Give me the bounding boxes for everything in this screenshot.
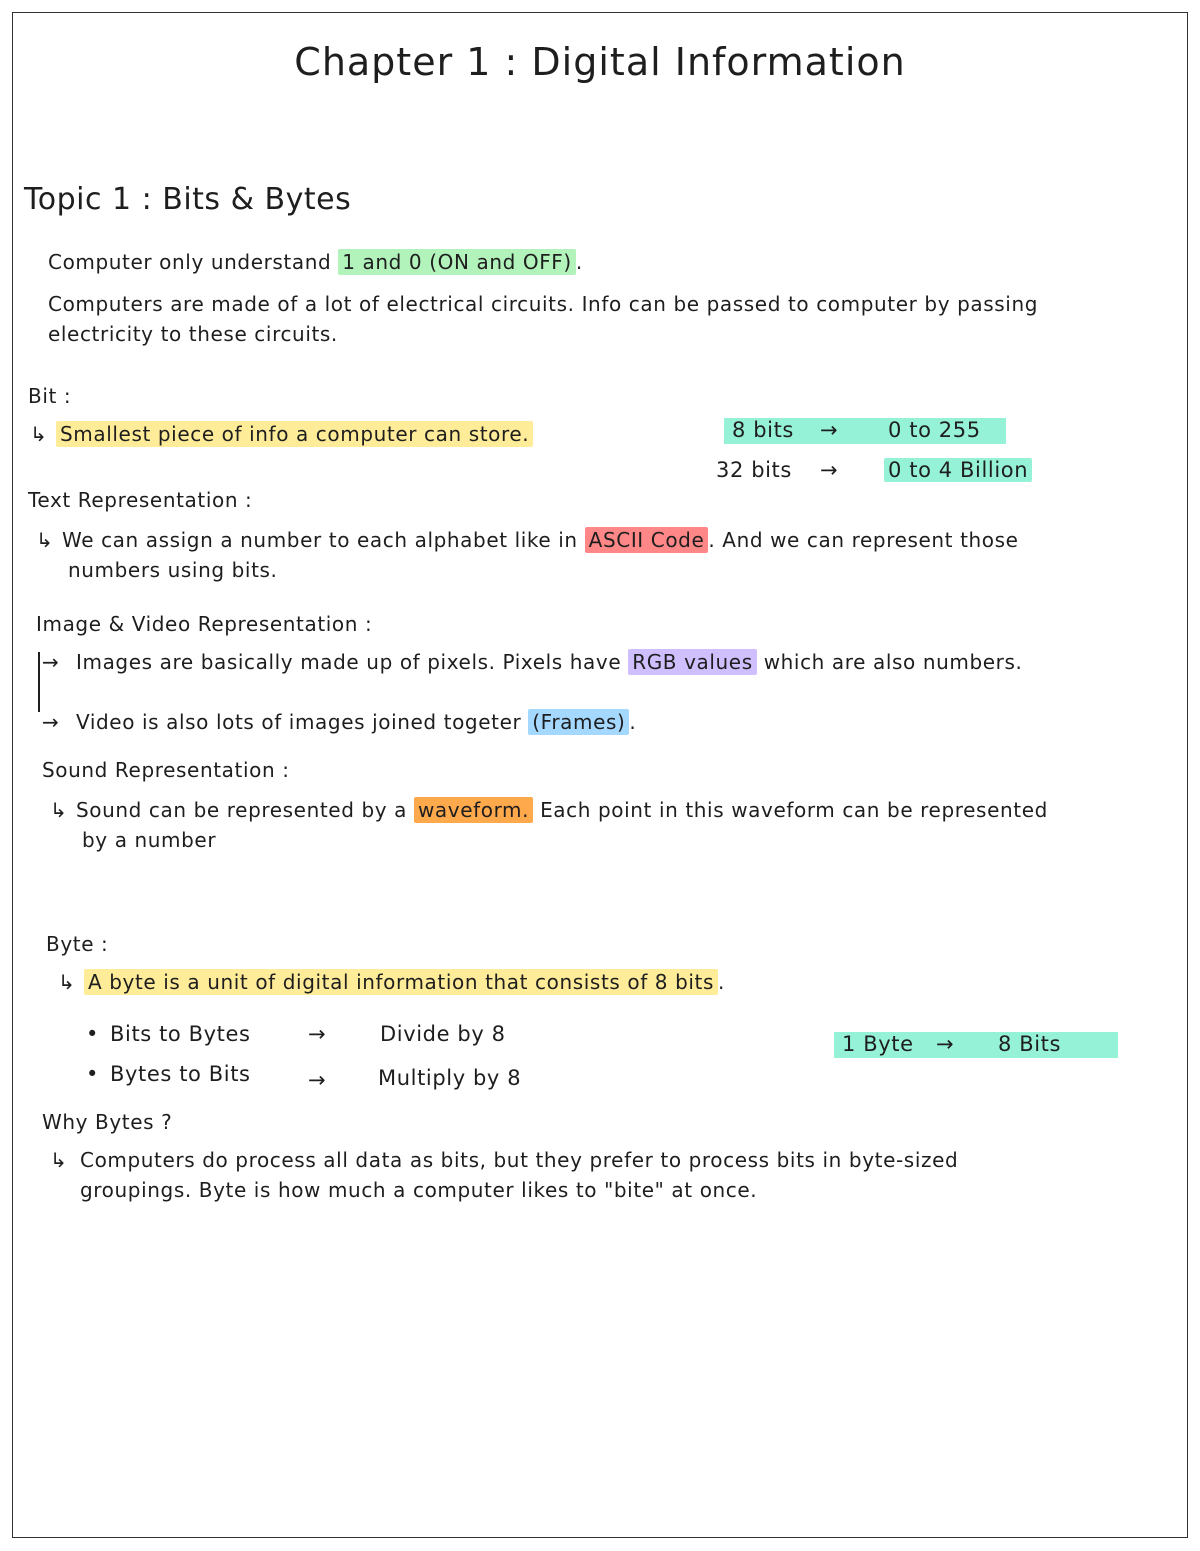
sound-rep-text-post: Each point in this waveform can be represented <box>533 798 1048 822</box>
text-rep-line-2: numbers using bits. <box>68 558 278 582</box>
intro-line-1 <box>48 250 583 274</box>
video-rep-period: . <box>629 710 637 734</box>
hook-arrow-icon: ↳ <box>50 798 68 822</box>
conversion-from: Bits to Bytes <box>110 1022 251 1046</box>
byte-definition-period: . <box>718 970 725 994</box>
hook-arrow-icon: ↳ <box>30 422 48 446</box>
bit-range-value: 0 to 4 Billion <box>884 458 1032 482</box>
intro-text: Computer only understand <box>48 250 339 274</box>
conversion-op: Divide by 8 <box>380 1022 506 1046</box>
highlight-rgb: RGB values <box>628 649 757 675</box>
page-title: Chapter 1 : Digital Information <box>294 40 906 84</box>
intro-line-2a: Computers are made of a lot of electrical circuits. Info can be passed to computer by passing <box>48 292 1039 316</box>
equiv-left: 1 Byte <box>842 1032 914 1056</box>
sound-rep-heading: Sound Representation : <box>42 758 290 782</box>
sound-rep-line-2: by a number <box>82 828 217 852</box>
highlight-ascii: ASCII Code <box>585 527 709 553</box>
bit-definition: Smallest piece of info a computer can store. <box>56 421 533 447</box>
why-bytes-line-2: groupings. Byte is how much a computer likes to "bite" at once. <box>80 1178 758 1202</box>
conversion-row <box>86 1062 566 1090</box>
image-rep-line-2 <box>42 710 636 734</box>
byte-heading: Byte : <box>46 932 109 956</box>
conversion-op: Multiply by 8 <box>378 1066 522 1090</box>
highlight-on-off: 1 and 0 (ON and OFF) <box>338 249 576 275</box>
intro-line-2b: electricity to these circuits. <box>48 322 338 346</box>
bit-definition-row <box>30 422 533 446</box>
text-rep-line-1 <box>36 528 1019 552</box>
image-rep-text: Images are basically made up of pixels. Pixels have <box>76 650 629 674</box>
sound-rep-line-1 <box>50 798 1048 822</box>
text-rep-text: We can assign a number to each alphabet like in <box>62 528 585 552</box>
equiv-right: 8 Bits <box>998 1032 1062 1056</box>
conversion-from: Bytes to Bits <box>110 1062 251 1086</box>
image-rep-line-1 <box>42 650 1022 674</box>
bit-range-bits: 8 bits <box>732 418 794 442</box>
byte-equivalence <box>834 1032 1118 1058</box>
image-rep-text-post: which are also numbers. <box>756 650 1023 674</box>
arrow-right-icon: → <box>936 1032 955 1056</box>
bullet-icon: • <box>86 1062 99 1086</box>
why-bytes-line-1 <box>50 1148 958 1172</box>
text-rep-text-post: . And we can represent those <box>708 528 1019 552</box>
video-rep-text: Video is also lots of images joined togeter <box>76 710 529 734</box>
bit-range-bits: 32 bits <box>716 458 792 482</box>
arrow-right-icon: → <box>308 1068 327 1092</box>
text-rep-heading: Text Representation : <box>28 488 253 512</box>
arrow-right-icon: → <box>42 650 60 674</box>
highlight-waveform: waveform. <box>414 797 533 823</box>
arrow-right-icon: → <box>308 1022 327 1046</box>
conversion-row <box>86 1022 566 1050</box>
why-bytes-heading: Why Bytes ? <box>42 1110 173 1134</box>
byte-definition: A byte is a unit of digital information that consists of 8 bits <box>84 969 718 995</box>
bit-range-row-32 <box>712 458 1042 484</box>
bracket-line <box>38 652 40 712</box>
bullet-icon: • <box>86 1022 99 1046</box>
image-rep-heading: Image & Video Representation : <box>36 612 373 636</box>
bit-heading: Bit : <box>28 384 72 408</box>
bit-range-value: 0 to 255 <box>888 418 981 442</box>
arrow-right-icon: → <box>42 710 60 734</box>
intro-period: . <box>575 250 583 274</box>
arrow-right-icon: → <box>820 458 839 482</box>
bit-range-row-8 <box>724 418 1006 444</box>
highlight-frames: (Frames) <box>528 709 629 735</box>
sound-rep-text: Sound can be represented by a <box>76 798 414 822</box>
byte-definition-row <box>58 970 725 994</box>
hook-arrow-icon: ↳ <box>58 970 76 994</box>
why-bytes-text: Computers do process all data as bits, but they prefer to process bits in byte-sized <box>80 1148 959 1172</box>
hook-arrow-icon: ↳ <box>36 528 54 552</box>
arrow-right-icon: → <box>820 418 839 442</box>
topic-heading: Topic 1 : Bits & Bytes <box>24 182 352 217</box>
hook-arrow-icon: ↳ <box>50 1148 68 1172</box>
